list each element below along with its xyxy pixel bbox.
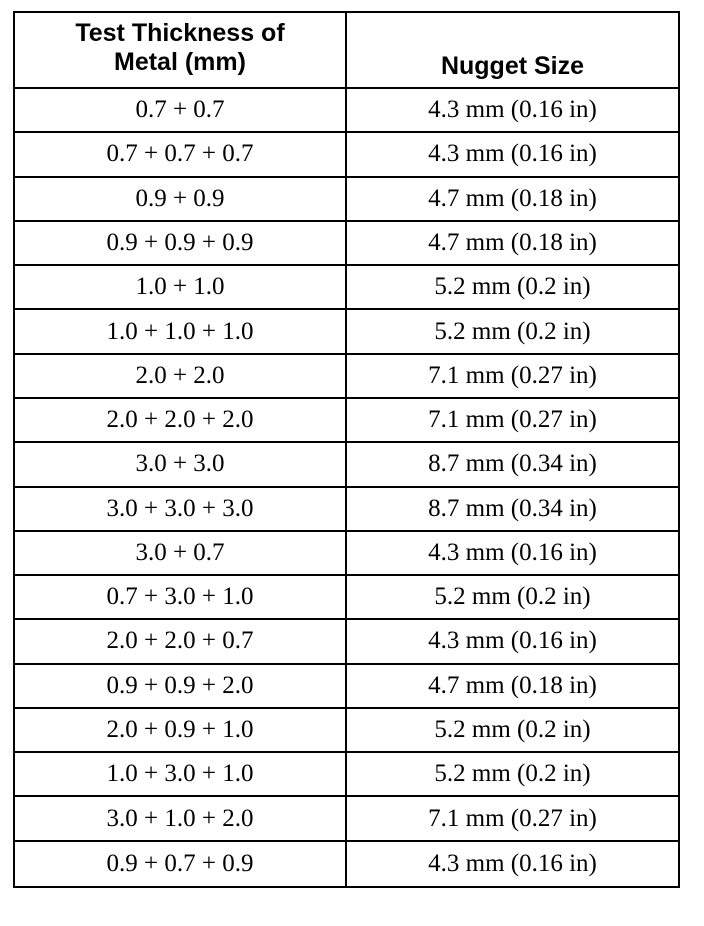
thickness-cell: 3.0 + 1.0 + 2.0 [15,797,347,841]
thickness-cell: 3.0 + 3.0 [15,443,347,487]
thickness-cell: 2.0 + 0.9 + 1.0 [15,709,347,753]
header-test-thickness-line1: Test Thickness of [75,19,285,47]
nugget-size-cell: 4.7 mm (0.18 in) [347,222,678,266]
nugget-size-cell: 8.7 mm (0.34 in) [347,443,678,487]
nugget-size-cell: 4.3 mm (0.16 in) [428,849,597,877]
thickness-cell: 2.0 + 2.0 + 0.7 [15,620,347,664]
nugget-size-cell: 4.3 mm (0.16 in) [347,89,678,133]
thickness-cell: 0.9 + 0.9 + 0.9 [15,222,347,266]
nugget-size-cell: 4.3 mm (0.16 in) [347,133,678,177]
nugget-size-cell: 5.2 mm (0.2 in) [347,753,678,797]
thickness-cell: 1.0 + 3.0 + 1.0 [15,753,347,797]
thickness-cell: 3.0 + 3.0 + 3.0 [15,488,347,532]
nugget-size-cell: 4.7 mm (0.18 in) [347,178,678,222]
nugget-size-cell: 7.1 mm (0.27 in) [347,399,678,443]
nugget-size-cell: 5.2 mm (0.2 in) [347,576,678,620]
thickness-cell: 1.0 + 1.0 + 1.0 [15,310,347,354]
thickness-cell: 1.0 + 1.0 [15,266,347,310]
header-nugget-size: Nugget Size [347,13,678,89]
nugget-size-cell: 4.3 mm (0.16 in) [347,532,678,576]
thickness-cell: 0.9 + 0.9 + 2.0 [15,665,347,709]
nugget-size-cell: 7.1 mm (0.27 in) [347,797,678,841]
thickness-cell: 0.9 + 0.7 + 0.9 [15,842,347,886]
thickness-cell: 3.0 + 0.7 [15,532,347,576]
thickness-cell: 2.0 + 2.0 [15,355,347,399]
nugget-size-cell: 4.3 mm (0.16 in) [347,620,678,664]
thickness-cell: 0.7 + 3.0 + 1.0 [15,576,347,620]
nugget-size-cell: 5.2 mm (0.2 in) [347,310,678,354]
nugget-size-cell: 7.1 mm (0.27 in) [347,355,678,399]
thickness-cell: 0.7 + 0.7 + 0.7 [15,133,347,177]
nugget-size-cell: 8.7 mm (0.34 in) [347,488,678,532]
thickness-cell: 2.0 + 2.0 + 2.0 [15,399,347,443]
nugget-size-cell: 4.7 mm (0.18 in) [347,665,678,709]
thickness-cell: 0.7 + 0.7 [15,89,347,133]
header-test-thickness [15,13,347,89]
thickness-cell: 0.9 + 0.9 [15,178,347,222]
nugget-size-cell: 5.2 mm (0.2 in) [347,709,678,753]
nugget-size-cell: 5.2 mm (0.2 in) [347,266,678,310]
header-test-thickness-line2: Metal (mm) [114,48,246,76]
nugget-size-table [13,11,680,888]
